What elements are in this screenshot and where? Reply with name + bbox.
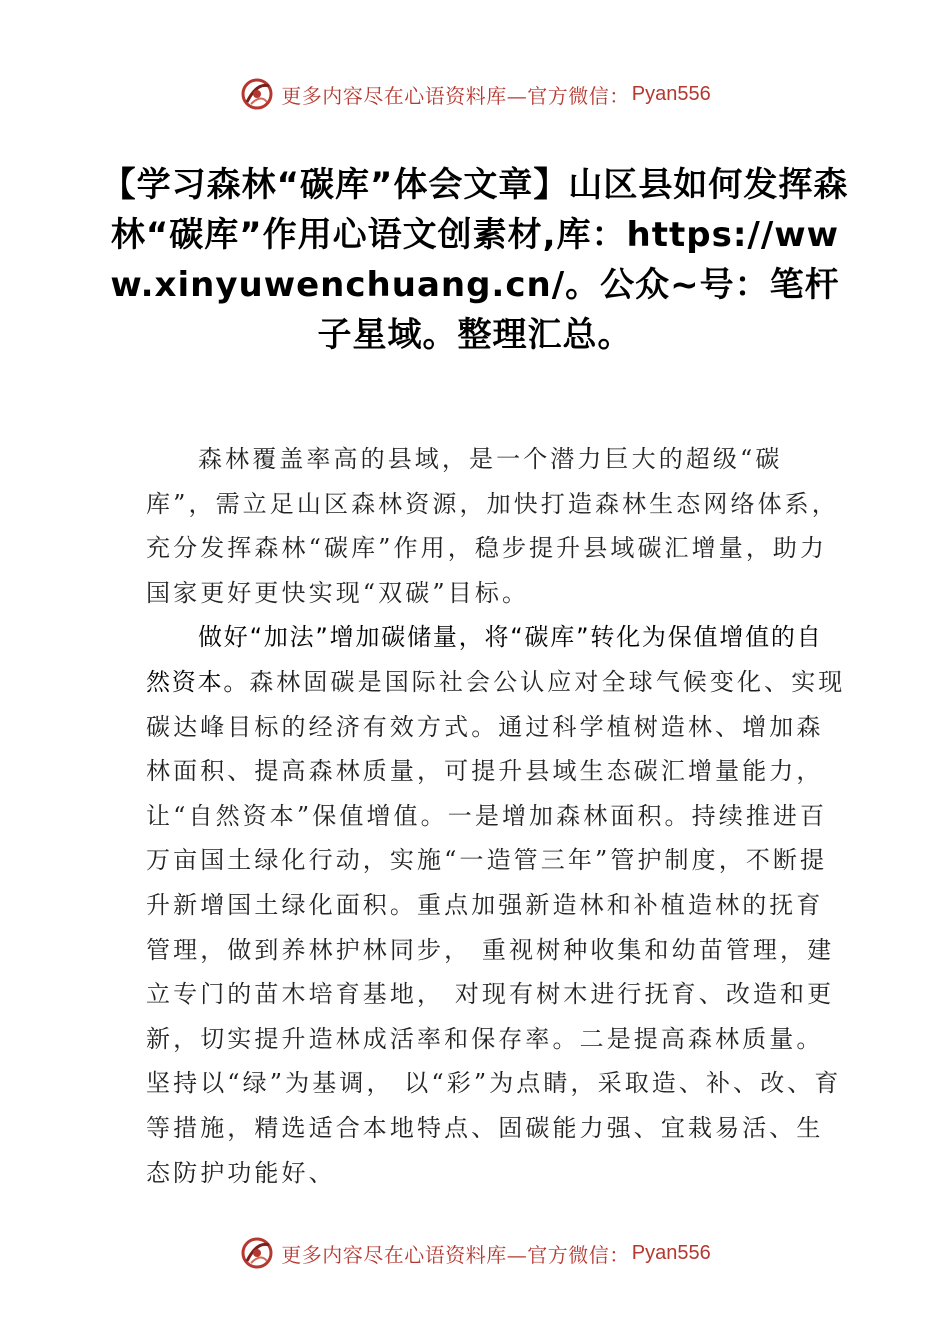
logo-icon — [239, 76, 275, 112]
paragraph-lead-sentence: 做好“加法”增加碳储量，将“碳库”转化为保值增值的自然资本。 — [146, 623, 823, 696]
header-banner — [0, 72, 950, 116]
document-title: 【学习森林“碳库”体会文章】山区县如何发挥森林“碳库”作用心语文创素材,库：https://www.xinyuwenchuang.cn/。公众~号：笔杆子星域。整理汇总。 — [101, 165, 849, 355]
banner-text: 更多内容尽在心语资料库—官方微信： — [281, 83, 630, 108]
paragraph-intro: 森林覆盖率高的县域，是一个潜力巨大的超级“碳库”，需立足山区森林资源，加快打造森林生态网络体系，充分发挥森林“碳库”作用，稳步提升县域碳汇增量，助力国家更好更快实现“双碳”目标。 — [146, 445, 839, 607]
logo-icon — [239, 1235, 275, 1271]
document-body — [146, 437, 846, 1195]
paragraph-main — [146, 615, 846, 1195]
paragraph-main-text: 森林固碳是国际社会公认应对全球气候变化、实现碳达峰目标的经济有效方式。通过科学植树造林、增加森林面积、提高森林质量，可提升县域生态碳汇增量能力，让“自然资本”保值增值。一是增加森林面积。持续推进百万亩国土绿化行动，实施“一造管三年”管护制度，不断提升新增国土绿化面积。重点加强新造林和补植造林的抚育管理，做到养林护林同步， 重视树种收集和幼苗管理，建立专门的苗木培育基地， 对现有树木进行抚育、改造和更新，切实提升造林成活率和保存率。二是提高森林质量。坚持以“绿”为基调， 以“彩”为点睛，采取造、补、改、育等措施，精选适合本地特点、固碳能力强、宜栽易活、生态防护功能好、 — [146, 667, 846, 1187]
banner-wechat-id: Pyan556 — [631, 82, 711, 105]
banner-text: 更多内容尽在心语资料库—官方微信： — [281, 1242, 630, 1267]
banner-wechat-id: Pyan556 — [631, 1241, 711, 1264]
footer-banner — [0, 1231, 950, 1275]
